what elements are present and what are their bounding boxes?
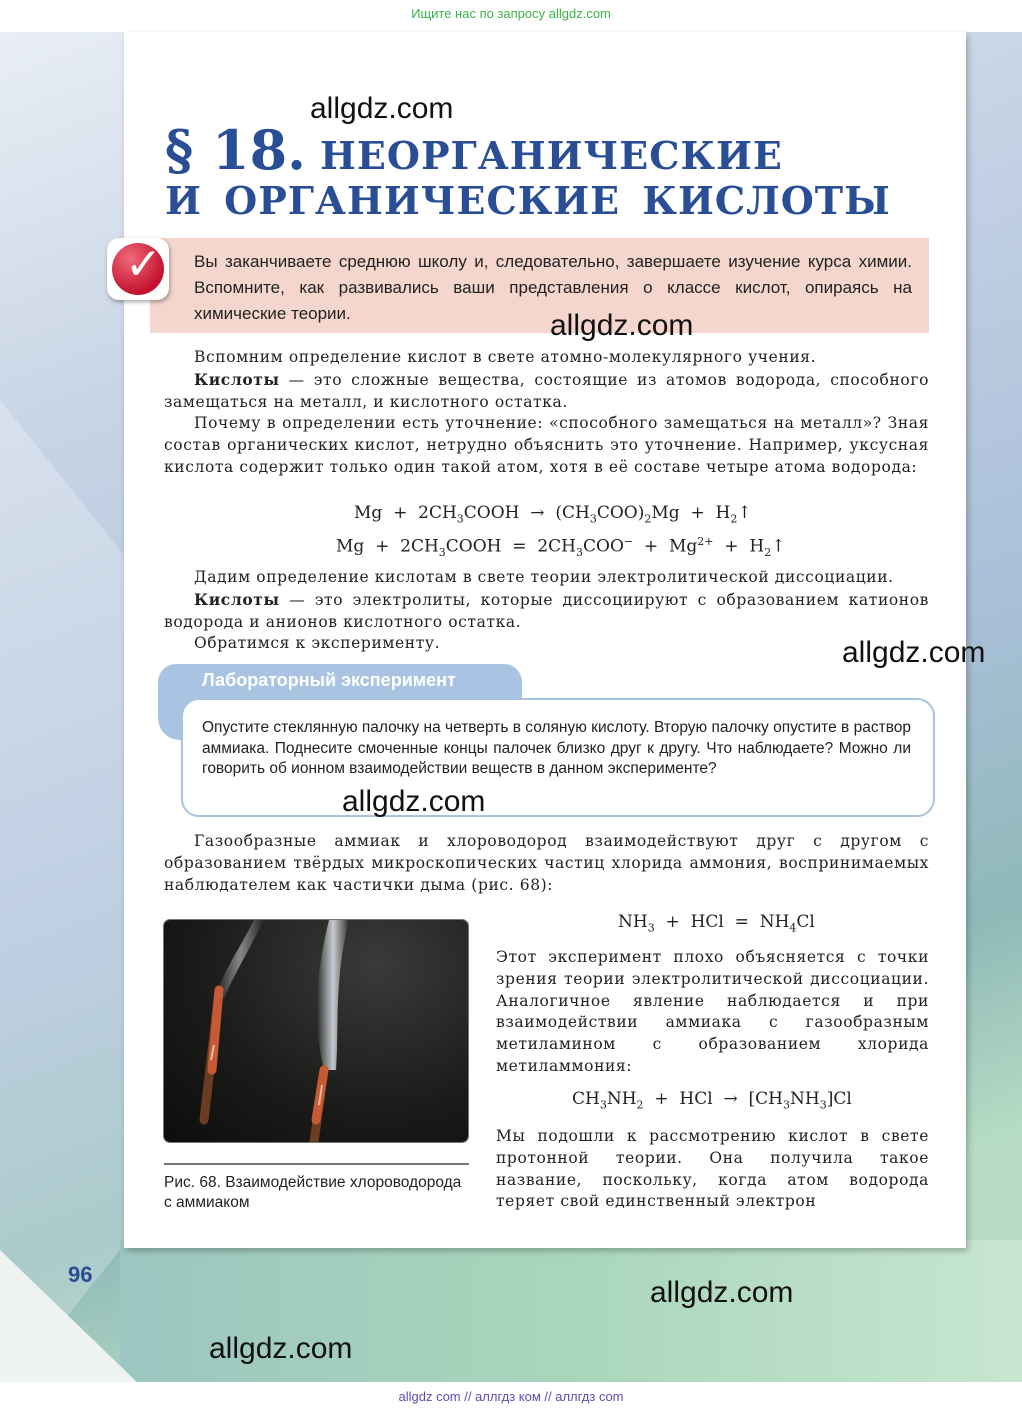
text-p4: Дадим определение кислотам в свете теории электролитической диссоциации. <box>194 568 894 586</box>
equation-4: $CH_3NH_2$ + HCl → $[CH_3NH_3]Cl$ <box>572 1089 852 1112</box>
figure-68-photo <box>164 920 468 1142</box>
watermark: allgdz.com <box>310 92 454 125</box>
watermark: allgdz.com <box>550 309 694 342</box>
watermark: allgdz.com <box>842 636 986 669</box>
right-column-text-2 <box>496 1126 929 1213</box>
watermark: allgdz.com <box>650 1276 794 1309</box>
intro-text: Вы заканчиваете среднюю школу и, следовательно, завершаете изучение курса химии. Вспомните, как развивались ваши представления о классе кислот, опираясь на химические теории. <box>194 252 912 323</box>
body-text-2 <box>164 567 929 655</box>
text-col2-p1: Этот эксперимент плохо объясняется с точки зрения теории электролитической диссоциации. Аналогичное явление наблюдается и при взаимодействии аммиака с газообразным метиламином с образованием хлорида метиламмония: <box>496 948 929 1075</box>
text-p1: Вспомним определение кислот в свете атомно-молекулярного учения. <box>194 348 817 366</box>
paragraph-title-line2: И ОРГАНИЧЕСКИЕ КИСЛОТЫ <box>165 178 891 223</box>
lab-text: Опустите стеклянную палочку на четверть в соляную кислоту. Вторую палочку опустите в раствор аммиака. Поднесите смоченные концы палочек близко друг к другу. Что наблюдаете? Можно ли говорить об ионном взаимодействии веществ в данном эксперименте? <box>202 719 911 777</box>
checkmark-icon: ✓ <box>107 238 169 300</box>
text-p2: — это сложные вещества, состоящие из атомов водорода, способного замещаться на металл, и кислотного остатка. <box>164 370 929 411</box>
text-p7: Газообразные аммиак и хлороводород взаимодействуют друг с другом с образованием твёрдых микроскопических частиц хлорида аммония, воспринимаемых наблюдателем как частички дыма (рис. 68): <box>164 832 929 894</box>
term-acids: Кислоты <box>194 369 280 389</box>
caption-divider <box>164 1163 469 1165</box>
page-number: 96 <box>68 1262 93 1287</box>
equation-1: $Mg + 2CH_3COOH \to (CH_3COO)_2Mg$ + $H_2↑$ <box>354 503 752 526</box>
term-acids-2: Кислоты <box>194 589 280 609</box>
watermark: allgdz.com <box>209 1332 353 1365</box>
paragraph-number: § 18. <box>165 118 306 182</box>
equation-3: $NH_3$ + HCl = $NH_4Cl$ <box>618 912 815 935</box>
watermark: allgdz.com <box>342 785 486 818</box>
text-p3: Почему в определении есть уточнение: «способного замещаться на металл»? Зная состав органических кислот, нетрудно объяснить это уточнение. Например, уксусная кислота содержит только один такой атом, хотя в её составе четыре атома водорода: <box>164 414 929 476</box>
body-text-1 <box>164 347 929 479</box>
equation-2: $Mg + 2CH_3COOH = 2CH_3COO^- + Mg^{2+}$ + $H_2↑$ <box>336 535 786 560</box>
text-p6: Обратимся к эксперименту. <box>194 634 441 653</box>
figure-caption: Рис. 68. Взаимодействие хлороводорода с аммиаком <box>164 1174 462 1211</box>
lab-title: Лабораторный эксперимент <box>202 670 456 690</box>
smoke-sticks-illustration <box>164 920 468 1142</box>
right-column-text-1 <box>496 947 929 1078</box>
title-word1: НЕОРГАНИЧЕСКИЕ <box>320 133 783 178</box>
text-p5: — это электролиты, которые диссоциируют с образованием катионов водорода и анионов кислотного остатка. <box>164 590 929 631</box>
text-col2-p2: Мы подошли к рассмотрению кислот в свете протонной теории. Она получила такое название, поскольку, когда атом водорода теряет свой единственный электрон <box>496 1127 929 1211</box>
top-search-link[interactable]: Ищите нас по запросу allgdz.com <box>411 6 611 21</box>
body-text-3 <box>164 831 929 896</box>
footer-links[interactable]: allgdz com // аллгдз ком // аллгдз com <box>398 1389 624 1404</box>
paragraph-title-line1 <box>165 118 783 182</box>
